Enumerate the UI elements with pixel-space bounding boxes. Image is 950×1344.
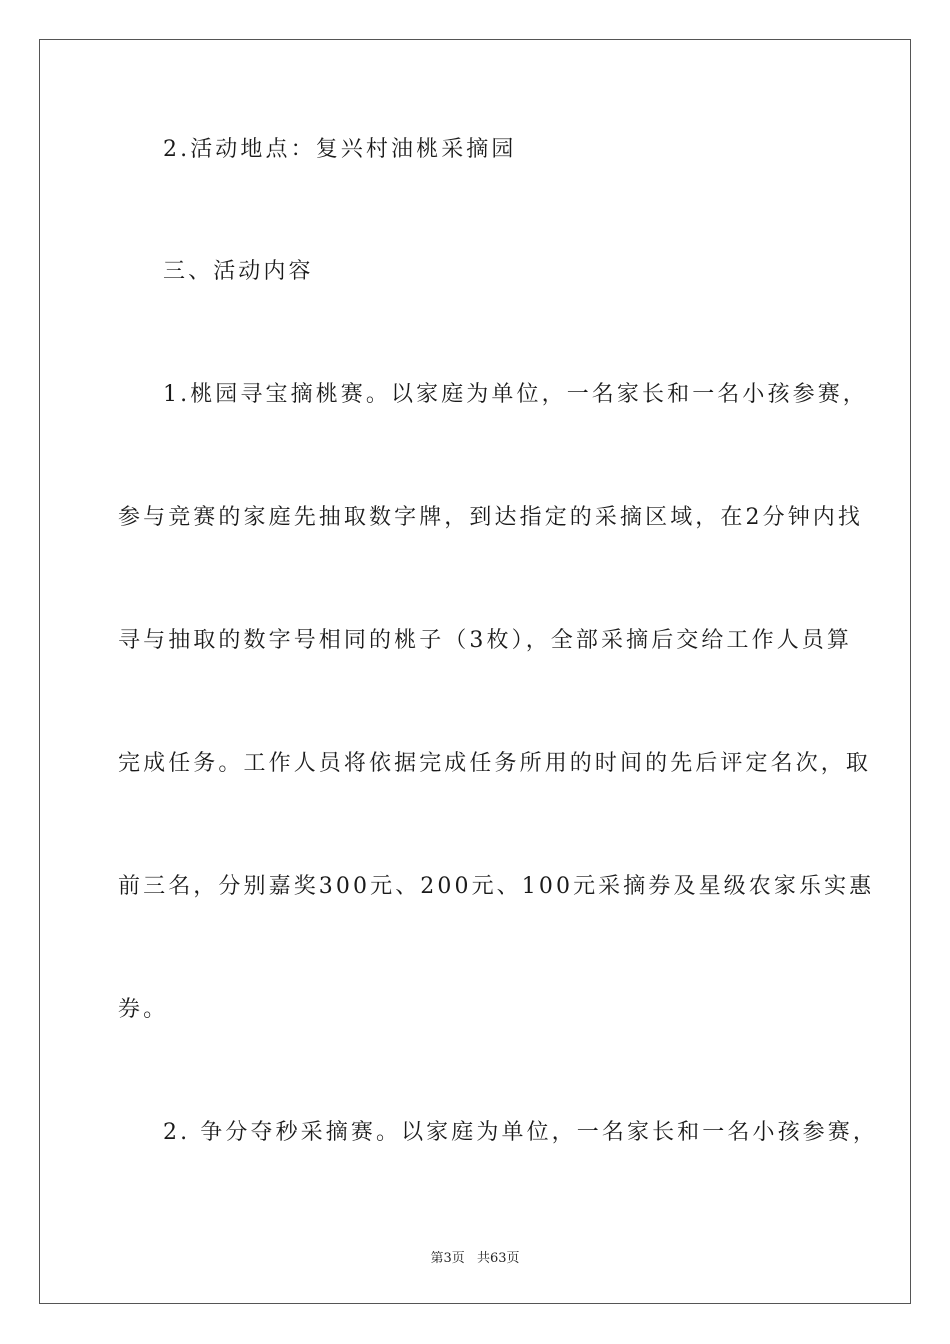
page-footer [0, 1247, 950, 1266]
paragraph-line-activity-location: 2.活动地点：复兴村油桃采摘园 [163, 137, 517, 162]
section-heading-activity-content: 三、活动内容 [163, 259, 314, 284]
paragraph-line: 2. 争分夺秒采摘赛。以家庭为单位，一名家长和一名小孩参赛， [163, 1120, 878, 1145]
total-pages: 共63页 [476, 1251, 520, 1266]
paragraph-line: 券。 [118, 997, 169, 1022]
paragraph-line: 完成任务。工作人员将依据完成任务所用的时间的先后评定名次，取 [118, 751, 872, 776]
page-number: 第3页 [430, 1251, 465, 1266]
paragraph-line: 参与竞赛的家庭先抽取数字牌，到达指定的采摘区域，在2分钟内找 [118, 505, 863, 530]
paragraph-line: 寻与抽取的数字号相同的桃子（3枚），全部采摘后交给工作人员算 [118, 628, 852, 653]
paragraph-line: 前三名，分别嘉奖300元、200元、100元采摘券及星级农家乐实惠 [118, 874, 875, 899]
page-frame [39, 39, 911, 1304]
paragraph-line: 1.桃园寻宝摘桃赛。以家庭为单位，一名家长和一名小孩参赛， [163, 382, 868, 407]
